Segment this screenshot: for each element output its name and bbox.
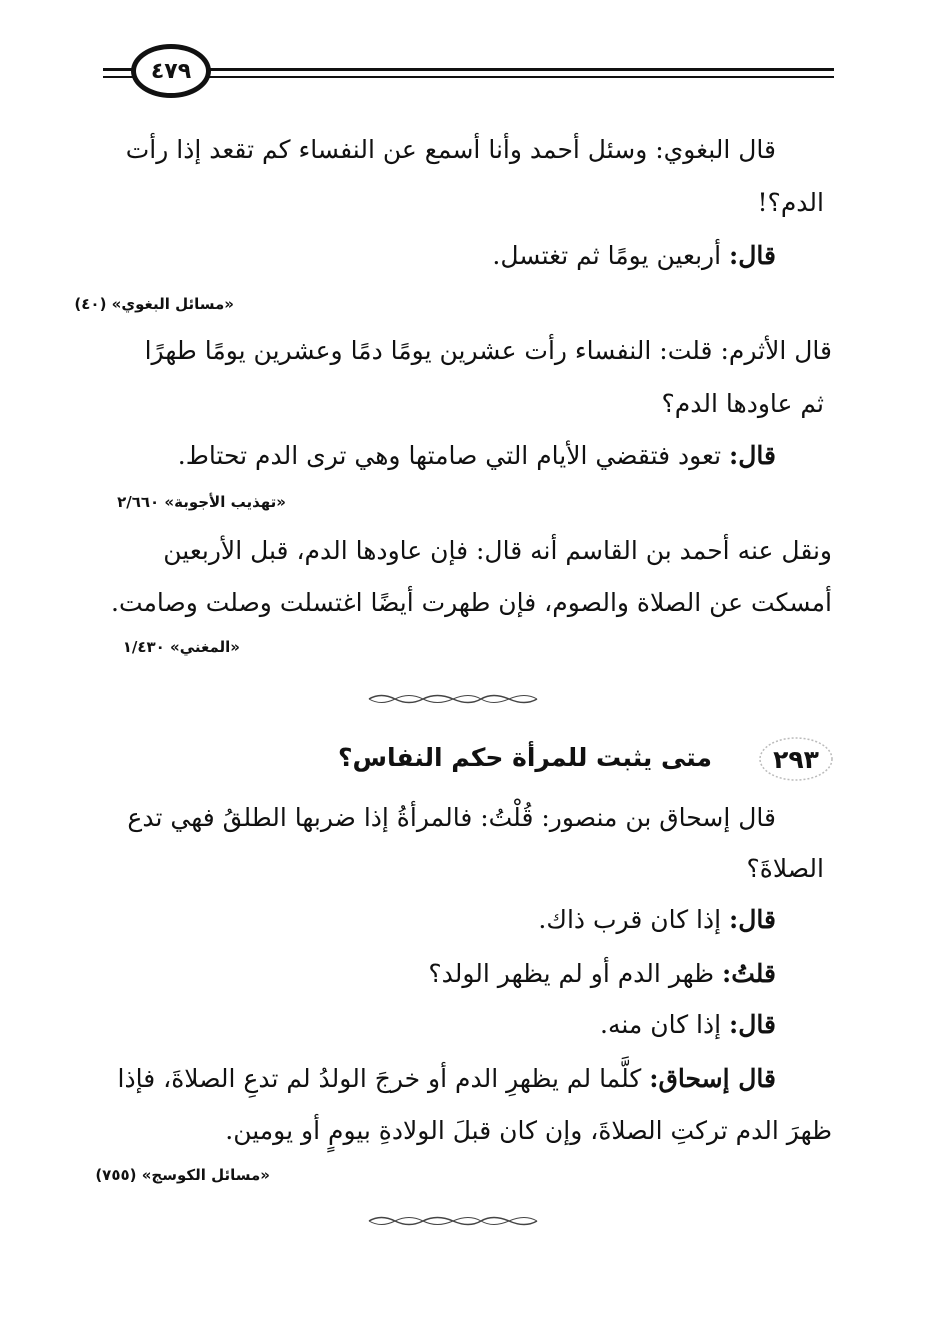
- answer-text: إذا كان قرب ذاك.: [538, 905, 730, 934]
- speaker-label: قال:: [729, 241, 776, 270]
- text-line: ونقل عنه أحمد بن القاسم أنه قال: فإن عاودها الدم، قبل الأربعين: [163, 536, 832, 565]
- question-line: [428, 954, 776, 994]
- answer-line: [178, 436, 776, 476]
- page-number-badge: [131, 44, 211, 98]
- answer-text: تعود فتقضي الأيام التي صامتها وهي ترى الدم تحتاط.: [177, 441, 730, 470]
- section-title: متى يثبت للمرأة حكم النفاس؟: [338, 743, 712, 772]
- source-citation: «المغني» ١/٤٣٠: [122, 638, 240, 656]
- header-rule-right-lower: [207, 76, 834, 78]
- text-line: قال البغوي: وسئل أحمد وأنا أسمع عن النفساء كم تقعد إذا رأت: [125, 135, 776, 164]
- text-line: قال إسحاق بن منصور: قُلْتُ: فالمرأةُ إذا ضربها الطلقُ فهي تدع: [127, 803, 776, 832]
- text-line: ظهرَ الدم تركتِ الصلاةَ، وإن كان قبلَ الولادةِ بيومٍ أو يومين.: [225, 1116, 832, 1145]
- answer-text: إذا كان منه.: [600, 1010, 730, 1039]
- text-line: الصلاةَ؟: [746, 854, 824, 883]
- answer-line: [600, 1005, 776, 1045]
- source-citation: «مسائل البغوي» (٤٠): [74, 295, 234, 313]
- page-number: ٤٧٩: [150, 58, 192, 84]
- question-text: ظهر الدم أو لم يظهر الولد؟: [428, 959, 722, 988]
- text-line: [118, 1059, 776, 1099]
- source-citation: «تهذيب الأجوبة» ٢/٦٦٠: [117, 493, 286, 511]
- text-span: كلَّما لم يظهرِ الدم أو خرجَ الولدُ لم تدعِ الصلاةَ، فإذا: [117, 1064, 642, 1093]
- ornament-divider: [367, 1214, 539, 1228]
- text-line: قال الأثرم: قلت: النفساء رأت عشرين يومًا دمًا وعشرين يومًا طهرًا: [144, 336, 832, 365]
- header-rule-left-lower: [103, 76, 135, 78]
- text-line: ثم عاودها الدم؟: [661, 389, 824, 418]
- answer-line: [492, 236, 776, 276]
- answer-text: أربعين يومًا ثم تغتسل.: [492, 241, 730, 270]
- ornament-divider: [367, 692, 539, 706]
- speaker-label: قال:: [729, 441, 776, 470]
- answer-line: [538, 900, 776, 940]
- speaker-label: قال:: [729, 905, 776, 934]
- speaker-label: قال:: [729, 1010, 776, 1039]
- text-line: أمسكت عن الصلاة والصوم، فإن طهرت أيضًا اغتسلت وصلت وصامت.: [111, 588, 832, 617]
- header-rule-right: [207, 68, 834, 71]
- section-number-badge: [756, 734, 836, 784]
- source-citation: «مسائل الكوسج» (٧٥٥): [95, 1166, 270, 1184]
- speaker-label: قال إسحاق:: [649, 1064, 776, 1093]
- section-number: ٢٩٣: [773, 744, 819, 774]
- text-line: الدم؟!: [757, 188, 824, 217]
- speaker-label: قلتُ:: [721, 959, 776, 988]
